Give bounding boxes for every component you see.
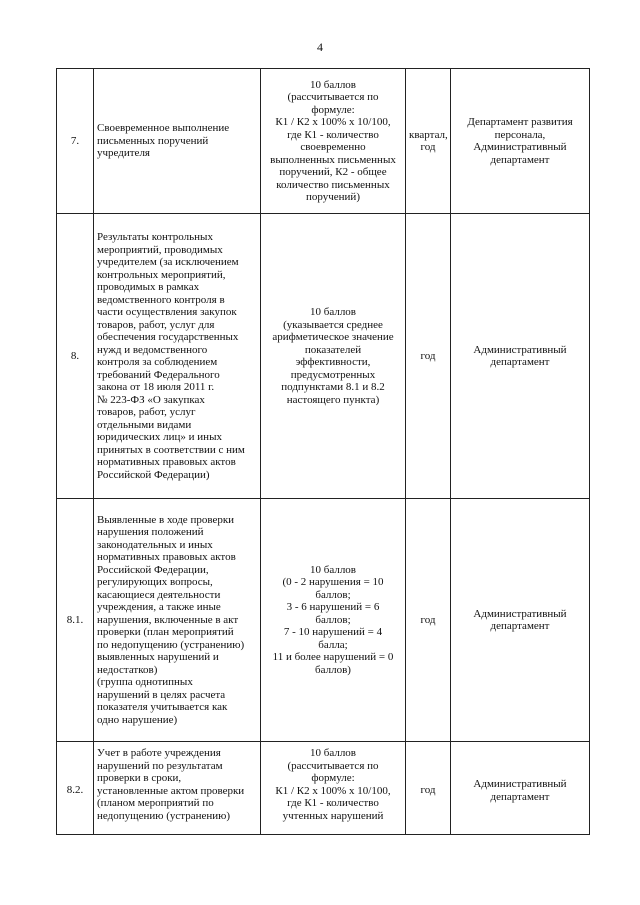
- table-row: [57, 742, 590, 835]
- criterion-name: Своевременное выполнение письменных поручений учредителя: [94, 69, 261, 214]
- criterion-period: год: [406, 214, 451, 499]
- table-row: [57, 499, 590, 742]
- criterion-responsible: Административный департамент: [451, 742, 590, 835]
- criterion-score: 10 баллов (0 - 2 нарушения = 10 баллов; 3 - 6 нарушений = 6 баллов; 7 - 10 нарушений = 4 балла; 11 и более нарушений = 0 баллов): [261, 499, 406, 742]
- criterion-period: год: [406, 742, 451, 835]
- criterion-score: 10 баллов (рассчитывается по формуле: К1 / К2 x 100% x 10/100, где К1 - количество учтенных нарушений: [261, 742, 406, 835]
- criteria-table: [56, 68, 590, 835]
- criterion-responsible: Департамент развития персонала, Административный департамент: [451, 69, 590, 214]
- criterion-responsible: Административный департамент: [451, 499, 590, 742]
- criterion-score: 10 баллов (указывается среднее арифметическое значение показателей эффективности, предусмотренных подпунктами 8.1 и 8.2 настоящего пункта): [261, 214, 406, 499]
- row-number: 8.1.: [57, 499, 94, 742]
- row-number: 7.: [57, 69, 94, 214]
- criterion-responsible: Административный департамент: [451, 214, 590, 499]
- criterion-period: квартал, год: [406, 69, 451, 214]
- row-number: 8.2.: [57, 742, 94, 835]
- criterion-name: Учет в работе учреждения нарушений по результатам проверки в сроки, установленные актом проверки (планом мероприятий по недопущению (устранению): [94, 742, 261, 835]
- criterion-period: год: [406, 499, 451, 742]
- table-row: [57, 69, 590, 214]
- row-number: 8.: [57, 214, 94, 499]
- table-row: [57, 214, 590, 499]
- criterion-name: Результаты контрольных мероприятий, проводимых учредителем (за исключением контрольных мероприятий, проводимых в рамках ведомственного контроля в части осуществления закупок товаров, работ, услуг для обеспечения государственных нужд и ведомственного контроля за соблюдением требований Федерального закона от 18 июля 2011 г. № 223-ФЗ «О закупках товаров, работ, услуг отдельными видами юридических лиц» и иных принятых в соответствии с ним нормативных правовых актов Российской Федерации): [94, 214, 261, 499]
- criterion-name: Выявленные в ходе проверки нарушения положений законодательных и иных нормативных правовых актов Российской Федерации, регулирующих вопросы, касающиеся деятельности учреждения, а также иные нарушения, включенные в акт проверки (план мероприятий по недопущению (устранению) выявленных нарушений и недостатков) (группа однотипных нарушений в целях расчета показателя учитывается как одно нарушение): [94, 499, 261, 742]
- criterion-score: 10 баллов (рассчитывается по формуле: К1 / К2 x 100% x 10/100, где К1 - количество своевременно выполненных письменных поручений, К2 - общее количество письменных поручений): [261, 69, 406, 214]
- page-number: 4: [317, 40, 323, 54]
